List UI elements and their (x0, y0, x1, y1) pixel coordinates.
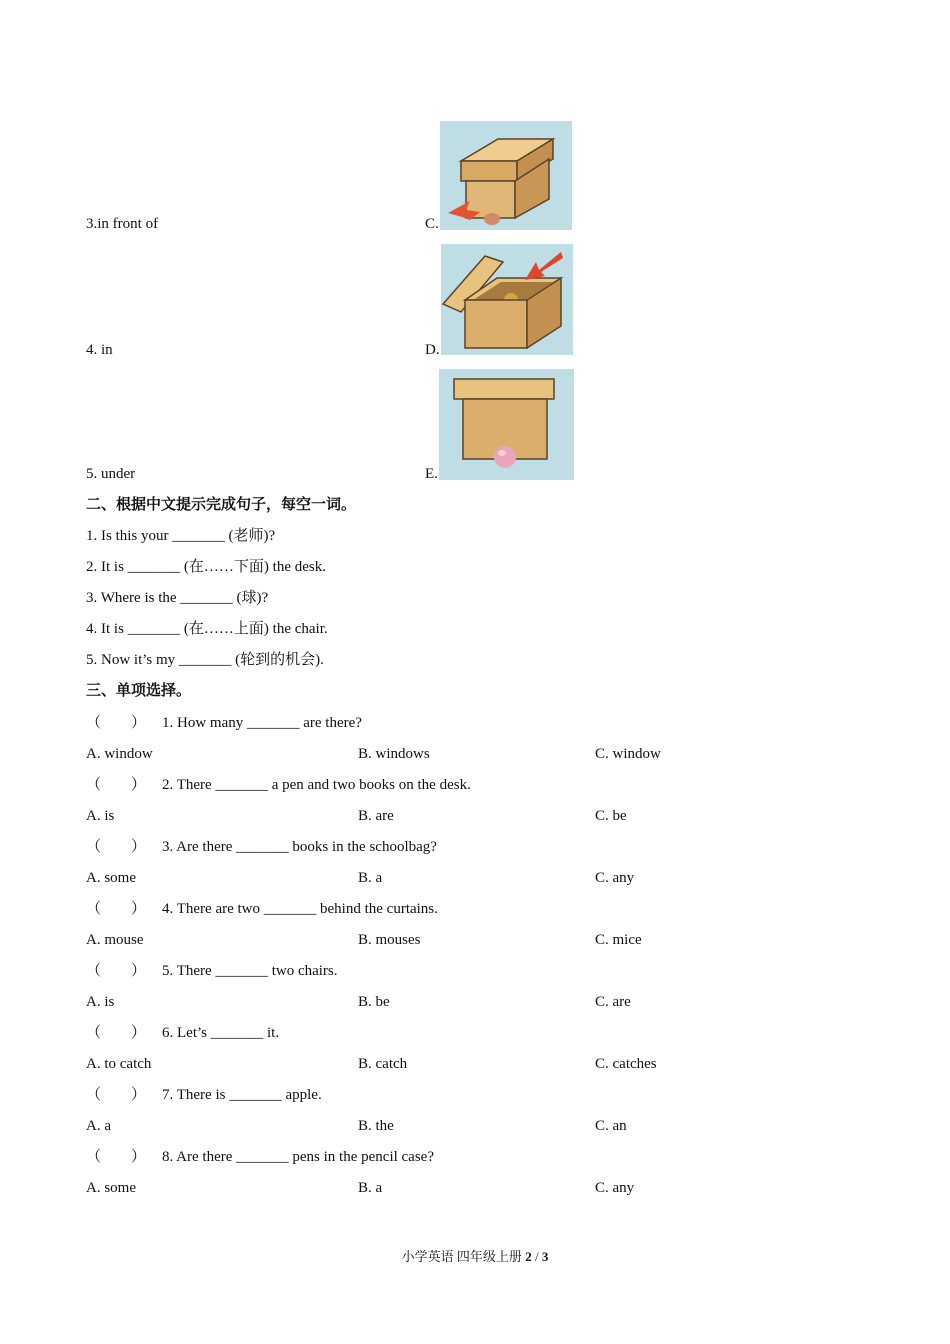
answer-bracket: （ ） (86, 901, 147, 917)
option-c: C. an (595, 1118, 627, 1134)
option-a: A. window (86, 746, 153, 762)
option-b: B. are (358, 808, 394, 824)
answer-bracket: （ ） (86, 715, 147, 731)
option-a: A. is (86, 994, 115, 1010)
box-picture-in (441, 244, 573, 355)
option-b: B. windows (358, 746, 430, 762)
question-6: 6. Let’s _______ it. (162, 1025, 280, 1041)
option-a: A. to catch (86, 1056, 152, 1072)
option-c: C. be (595, 808, 627, 824)
option-c: C. any (595, 1180, 635, 1196)
box-picture-under (439, 369, 574, 480)
section2-title: 二、根据中文提示完成句子，每空一词。 (86, 497, 357, 513)
match-letter-e: E. (425, 466, 438, 482)
footer-page-number: 2 (525, 1249, 532, 1264)
option-b: B. a (358, 1180, 383, 1196)
question-3: 3. Are there _______ books in the schoolbag? (162, 839, 437, 855)
question-4: 4. There are two _______ behind the curtains. (162, 901, 438, 917)
match-letter-c: C. (425, 216, 439, 232)
question-7: 7. There is _______ apple. (162, 1087, 322, 1103)
fill-item-2: 2. It is _______ (在……下面) the desk. (86, 559, 326, 575)
answer-bracket: （ ） (86, 1087, 147, 1103)
option-c: C. catches (595, 1056, 657, 1072)
match-letter-d: D. (425, 342, 440, 358)
option-b: B. be (358, 994, 390, 1010)
option-c: C. mice (595, 932, 642, 948)
footer-label: 小学英语 四年级上册 (401, 1249, 522, 1264)
option-a: A. some (86, 1180, 136, 1196)
match-word-5: 5. under (86, 466, 136, 482)
fill-item-4: 4. It is _______ (在……上面) the chair. (86, 621, 328, 637)
option-b: B. a (358, 870, 383, 886)
answer-bracket: （ ） (86, 777, 147, 793)
option-c: C. window (595, 746, 661, 762)
match-word-4: 4. in (86, 342, 113, 358)
page-footer (0, 1246, 950, 1265)
option-c: C. any (595, 870, 635, 886)
option-a: A. mouse (86, 932, 144, 948)
answer-bracket: （ ） (86, 963, 147, 979)
footer-separator: / (531, 1249, 542, 1264)
match-word-3: 3.in front of (86, 216, 159, 232)
question-2: 2. There _______ a pen and two books on the desk. (162, 777, 471, 793)
question-1: 1. How many _______ are there? (162, 715, 362, 731)
fill-item-5: 5. Now it’s my _______ (轮到的机会). (86, 652, 324, 668)
box-picture-in-front-of (440, 121, 572, 230)
option-a: A. is (86, 808, 115, 824)
footer-total-pages: 3 (541, 1249, 549, 1264)
option-c: C. are (595, 994, 631, 1010)
answer-bracket: （ ） (86, 839, 147, 855)
question-8: 8. Are there _______ pens in the pencil case? (162, 1149, 434, 1165)
fill-item-1: 1. Is this your _______ (老师)? (86, 528, 276, 544)
answer-bracket: （ ） (86, 1025, 147, 1041)
fill-item-3: 3. Where is the _______ (球)? (86, 590, 269, 606)
question-5: 5. There _______ two chairs. (162, 963, 338, 979)
option-a: A. a (86, 1118, 111, 1134)
option-b: B. the (358, 1118, 394, 1134)
section3-title: 三、单项选择。 (86, 683, 192, 699)
option-b: B. mouses (358, 932, 421, 948)
option-b: B. catch (358, 1056, 408, 1072)
option-a: A. some (86, 870, 136, 886)
answer-bracket: （ ） (86, 1149, 147, 1165)
